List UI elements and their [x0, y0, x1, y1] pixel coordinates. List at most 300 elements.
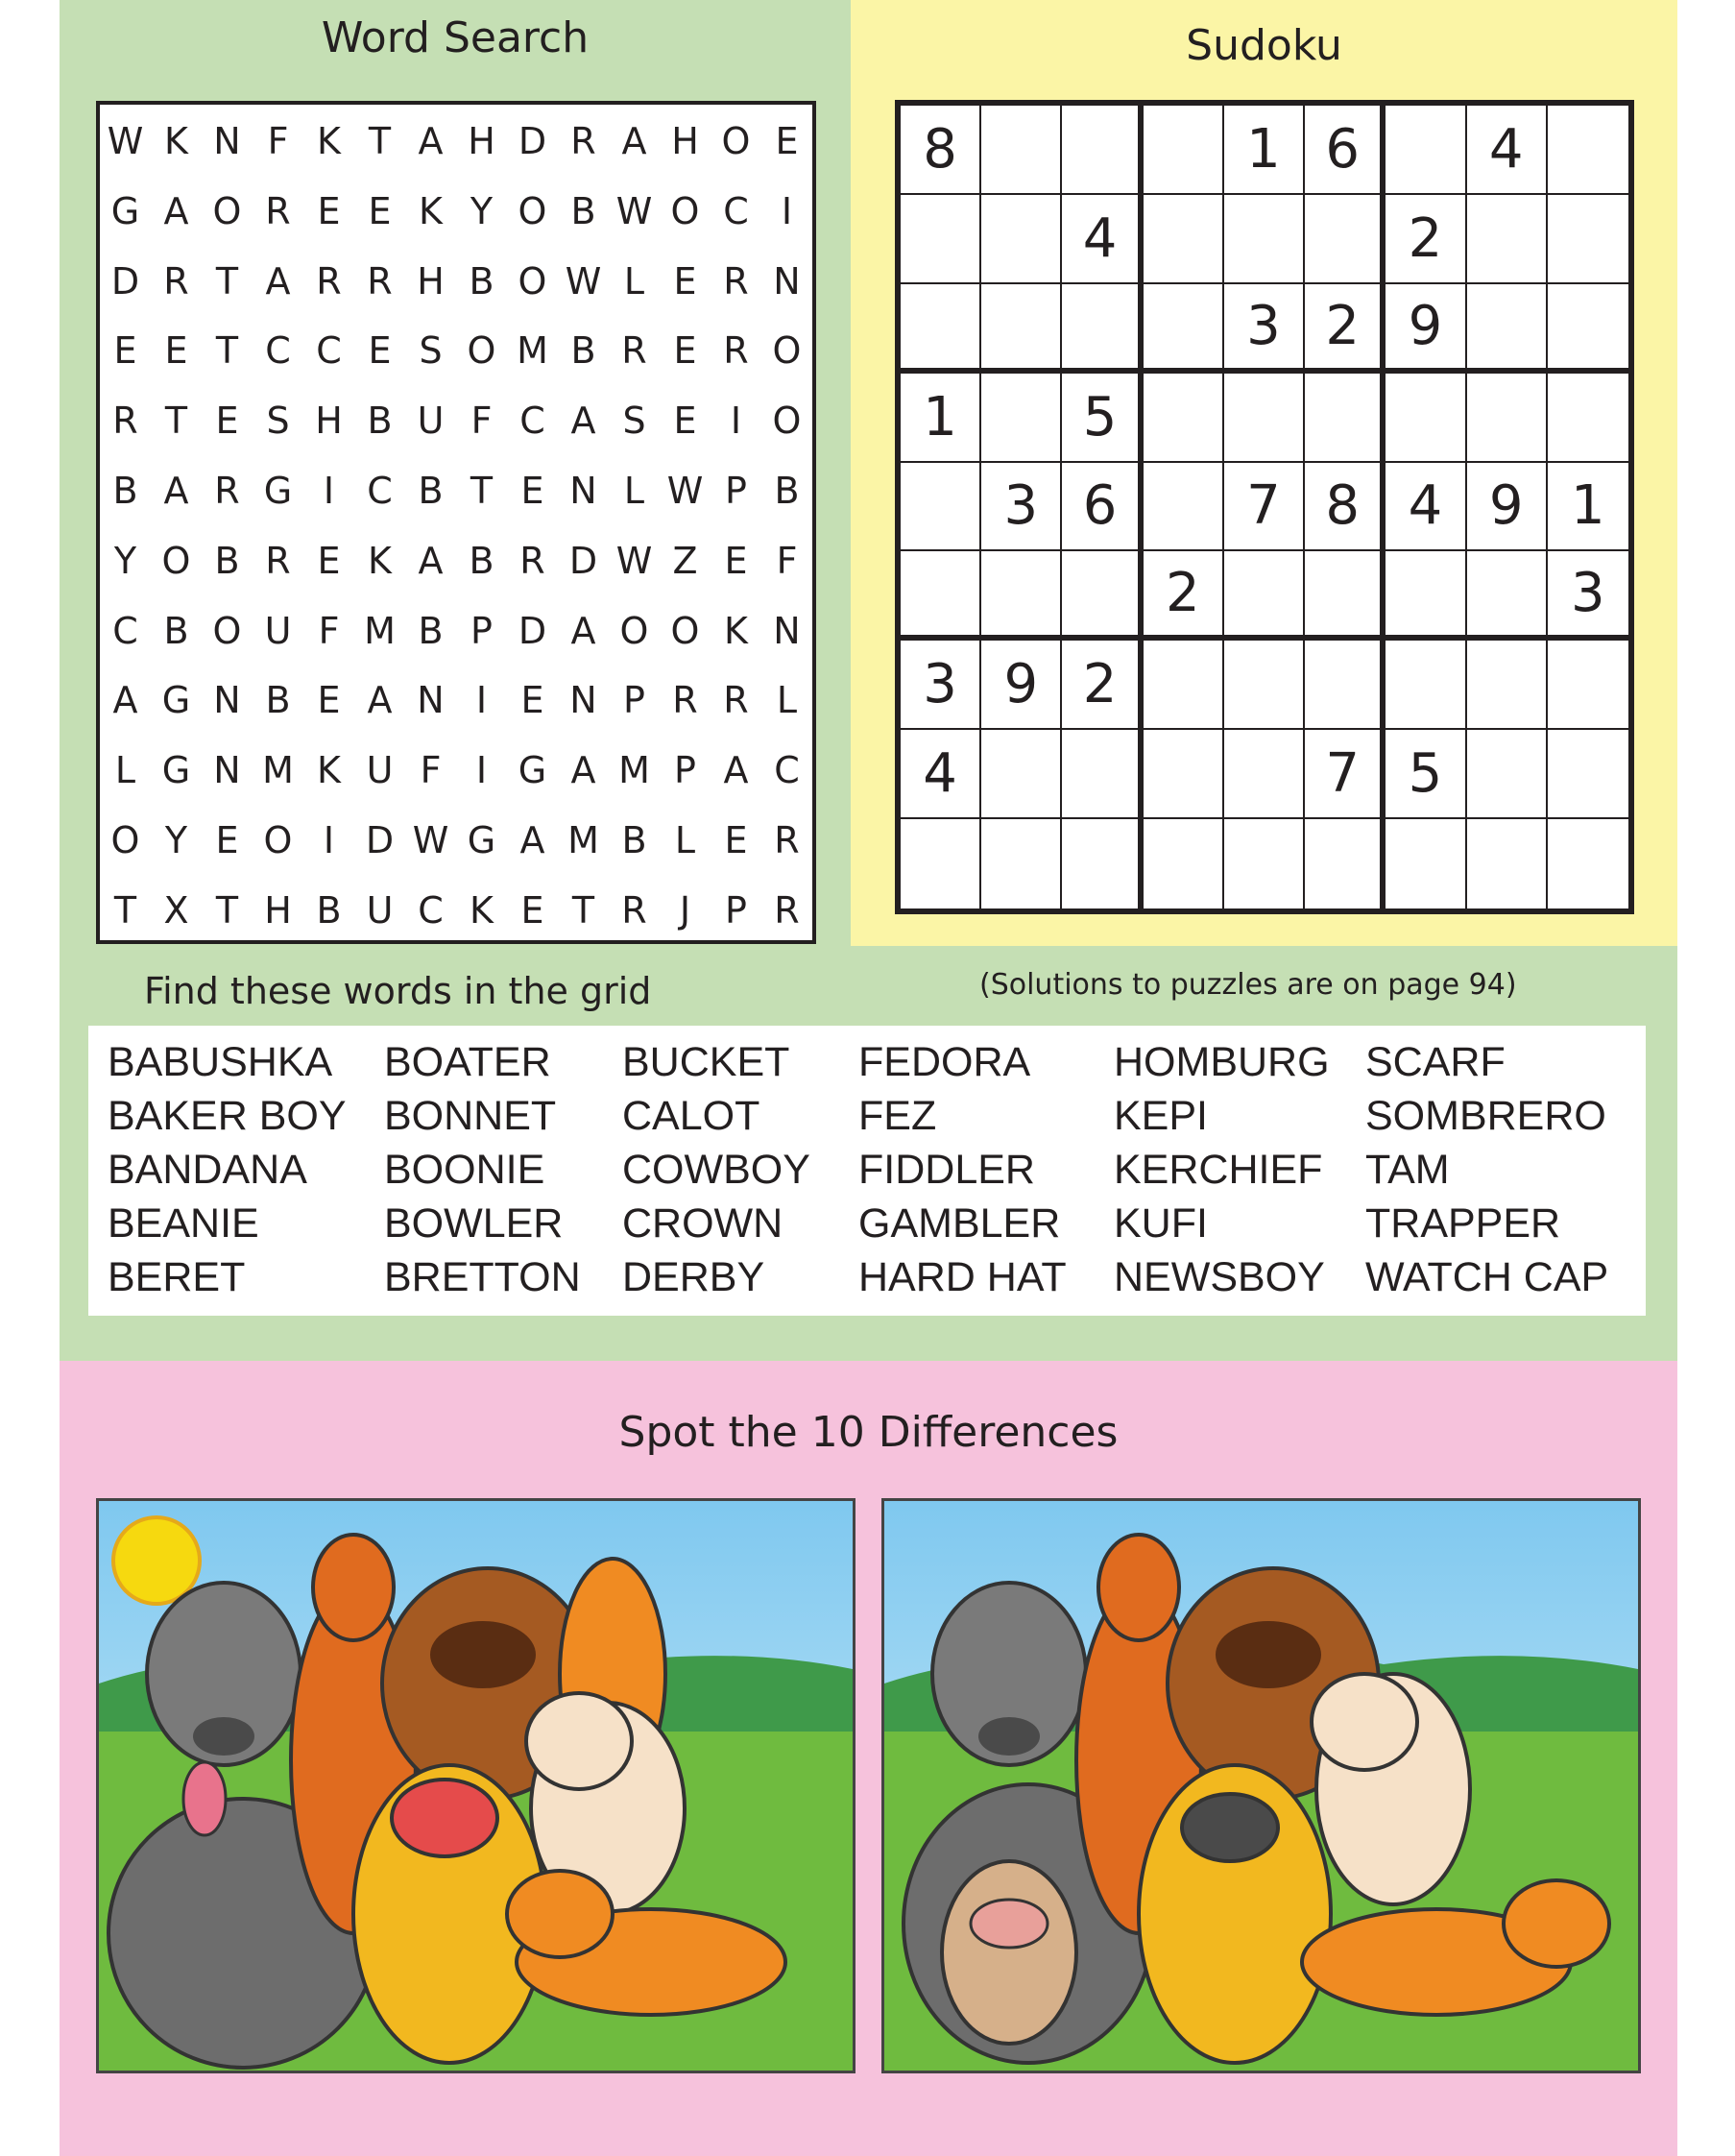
word-search-letter: I	[730, 400, 742, 443]
sudoku-grid	[895, 100, 1634, 914]
word-search-letter: E	[724, 819, 748, 861]
sudoku-cell[interactable]	[1386, 551, 1466, 641]
sudoku-row	[901, 284, 1628, 374]
sudoku-cell[interactable]: 2	[1062, 641, 1143, 730]
word-search-letter: P	[623, 679, 645, 722]
word-search-letter: W	[615, 539, 653, 582]
sudoku-cell[interactable]	[901, 284, 981, 374]
word-search-letter: C	[265, 329, 291, 373]
word-search-letter: A	[570, 749, 596, 792]
word-search-letter: C	[316, 329, 342, 373]
word-search-row	[100, 736, 812, 806]
word-search-letter: A	[418, 120, 444, 162]
word-search-letter: A	[163, 189, 189, 232]
word-search-letter: F	[776, 539, 798, 582]
word-search-letter: E	[724, 539, 748, 582]
word-search-letter: B	[112, 470, 138, 512]
sudoku-row	[901, 106, 1628, 195]
word-search-letter: L	[623, 470, 645, 512]
word-search-letter: B	[163, 609, 189, 652]
word-list-item: GAMBLER	[858, 1200, 1061, 1247]
word-list-item: FEDORA	[858, 1039, 1031, 1085]
sudoku-cell[interactable]: 6	[1062, 463, 1143, 552]
word-search-letter: T	[113, 888, 137, 932]
word-search-letter: E	[368, 329, 392, 373]
word-list-item: KERCHIEF	[1114, 1147, 1323, 1193]
word-list-item: BOATER	[384, 1039, 551, 1085]
word-search-letter: R	[774, 888, 800, 932]
sudoku-cell[interactable]: 1	[901, 374, 981, 463]
word-search-letter: H	[671, 120, 699, 162]
word-search-letter: W	[565, 259, 602, 303]
word-search-letter: O	[518, 259, 547, 303]
word-search-row	[100, 107, 812, 177]
sudoku-cell[interactable]: 3	[1548, 551, 1628, 641]
word-search-letter: G	[467, 819, 496, 861]
sudoku-cell[interactable]	[1386, 374, 1466, 463]
sudoku-cell[interactable]	[981, 195, 1062, 284]
word-list-item: HARD HAT	[858, 1254, 1067, 1300]
word-search-letter: B	[570, 189, 596, 232]
word-search-letter: L	[674, 819, 696, 861]
sudoku-cell[interactable]: 6	[1305, 106, 1386, 195]
word-search-letter: R	[214, 470, 240, 512]
sudoku-cell[interactable]	[1144, 284, 1224, 374]
word-search-letter: B	[214, 539, 240, 582]
word-search-letter: U	[417, 400, 445, 443]
word-list-box	[88, 1026, 1646, 1316]
sudoku-cell[interactable]	[1224, 730, 1305, 819]
word-search-letter: H	[468, 120, 495, 162]
word-search-letter: B	[265, 679, 291, 722]
word-search-row	[100, 386, 812, 456]
word-search-letter: W	[666, 470, 704, 512]
word-search-letter: K	[724, 609, 748, 652]
word-search-letter: O	[670, 609, 700, 652]
word-search-letter: F	[318, 609, 340, 652]
sudoku-cell[interactable]	[1224, 195, 1305, 284]
word-search-letter: E	[215, 819, 239, 861]
sudoku-title: Sudoku	[1186, 21, 1342, 70]
sudoku-cell[interactable]: 2	[1305, 284, 1386, 374]
word-search-letter: R	[723, 259, 749, 303]
sudoku-cell[interactable]	[1467, 374, 1548, 463]
word-list-item: CROWN	[622, 1200, 783, 1247]
sun-icon	[113, 1517, 200, 1604]
sudoku-cell[interactable]	[981, 106, 1062, 195]
sudoku-cell[interactable]: 3	[901, 641, 981, 730]
word-search-letter: N	[213, 120, 241, 162]
word-search-letter: F	[420, 749, 442, 792]
sudoku-cell[interactable]	[901, 551, 981, 641]
word-search-letter: B	[570, 329, 596, 373]
sudoku-cell[interactable]: 7	[1305, 730, 1386, 819]
sudoku-cell[interactable]	[1224, 819, 1305, 908]
sudoku-cell[interactable]	[901, 819, 981, 908]
word-search-row	[100, 806, 812, 876]
sudoku-cell[interactable]	[981, 819, 1062, 908]
word-search-letter: A	[621, 120, 647, 162]
word-search-letter: A	[265, 259, 291, 303]
word-search-row	[100, 596, 812, 666]
word-search-letter: E	[317, 539, 341, 582]
word-search-letter: C	[112, 609, 138, 652]
sudoku-cell[interactable]	[1548, 374, 1628, 463]
word-search-letter: S	[622, 400, 646, 443]
sudoku-cell[interactable]	[1305, 195, 1386, 284]
sudoku-cell[interactable]	[981, 284, 1062, 374]
word-search-letter: E	[520, 888, 544, 932]
word-search-letter: O	[161, 539, 191, 582]
word-search-letter: F	[267, 120, 289, 162]
word-list-item: BEANIE	[108, 1200, 259, 1247]
sudoku-cell[interactable]	[1224, 641, 1305, 730]
word-search-letter: E	[520, 470, 544, 512]
word-search-letter: W	[615, 189, 653, 232]
word-search-letter: E	[317, 679, 341, 722]
word-list-item: NEWSBOY	[1114, 1254, 1325, 1300]
word-list-item: BAKER BOY	[108, 1093, 347, 1139]
word-search-letter: P	[470, 609, 493, 652]
word-search-letter: R	[723, 329, 749, 373]
sudoku-row	[901, 551, 1628, 641]
word-search-letter: T	[215, 329, 239, 373]
word-search-grid	[96, 101, 816, 944]
sudoku-cell[interactable]: 2	[1144, 551, 1224, 641]
sudoku-cell[interactable]	[981, 551, 1062, 641]
word-search-letter: P	[725, 888, 747, 932]
word-search-letter: R	[316, 259, 342, 303]
word-search-letter: O	[212, 609, 242, 652]
word-search-row	[100, 316, 812, 386]
word-search-letter: M	[567, 819, 599, 861]
sudoku-cell[interactable]	[1386, 819, 1466, 908]
solutions-note: (Solutions to puzzles are on page 94)	[979, 968, 1517, 1002]
sudoku-cell[interactable]: 2	[1386, 195, 1466, 284]
word-search-letter: U	[366, 749, 394, 792]
word-search-letter: G	[518, 749, 547, 792]
sudoku-cell[interactable]	[1386, 641, 1466, 730]
word-search-letter: I	[323, 819, 335, 861]
word-search-letter: N	[213, 749, 241, 792]
dogs-picture-left	[96, 1498, 855, 2073]
sudoku-row	[901, 730, 1628, 819]
word-search-letter: C	[519, 400, 545, 443]
word-search-letter: O	[263, 819, 293, 861]
word-search-letter: I	[323, 470, 335, 512]
word-list-item: BOONIE	[384, 1147, 545, 1193]
word-search-letter: E	[164, 329, 188, 373]
sudoku-cell[interactable]: 4	[1062, 195, 1143, 284]
word-search-letter: Z	[672, 539, 698, 582]
word-search-letter: E	[368, 189, 392, 232]
word-list-column	[1114, 1035, 1330, 1304]
word-search-letter: T	[164, 400, 188, 443]
word-list-item: KUFI	[1114, 1200, 1208, 1247]
word-search-letter: I	[781, 189, 793, 232]
word-search-letter: A	[570, 609, 596, 652]
sudoku-cell[interactable]: 5	[1062, 374, 1143, 463]
sudoku-row	[901, 463, 1628, 552]
word-search-letter: H	[315, 400, 343, 443]
sudoku-cell[interactable]: 8	[901, 106, 981, 195]
word-search-letter: E	[520, 679, 544, 722]
sudoku-cell[interactable]	[1305, 819, 1386, 908]
sudoku-cell[interactable]: 5	[1386, 730, 1466, 819]
word-search-letter: M	[364, 609, 396, 652]
sudoku-cell[interactable]	[981, 374, 1062, 463]
word-search-letter: M	[517, 329, 548, 373]
word-search-letter: O	[772, 400, 802, 443]
word-search-letter: B	[316, 888, 342, 932]
word-search-letter: B	[418, 470, 444, 512]
word-search-letter: B	[774, 470, 800, 512]
word-search-letter: N	[569, 679, 597, 722]
word-search-letter: N	[417, 679, 445, 722]
word-search-letter: X	[163, 888, 189, 932]
word-search-letter: U	[264, 609, 292, 652]
sudoku-cell[interactable]: 3	[1224, 284, 1305, 374]
word-list-item: FIDDLER	[858, 1147, 1035, 1193]
sudoku-cell[interactable]	[1548, 284, 1628, 374]
sudoku-cell[interactable]	[1467, 641, 1548, 730]
word-search-letter: K	[317, 749, 341, 792]
word-search-letter: B	[367, 400, 393, 443]
word-search-letter: A	[418, 539, 444, 582]
word-search-letter: R	[112, 400, 138, 443]
sudoku-cell[interactable]: 9	[1386, 284, 1466, 374]
word-list-item: FEZ	[858, 1093, 937, 1139]
word-search-letter: W	[412, 819, 449, 861]
sudoku-cell[interactable]	[1467, 195, 1548, 284]
dogs-picture-right	[881, 1498, 1641, 2073]
word-search-row	[100, 456, 812, 526]
word-list-item: TAM	[1365, 1147, 1450, 1193]
word-list-item: BUCKET	[622, 1039, 790, 1085]
sudoku-cell[interactable]	[1224, 374, 1305, 463]
sudoku-cell[interactable]	[1386, 106, 1466, 195]
word-search-letter: C	[723, 189, 749, 232]
word-search-letter: R	[723, 679, 749, 722]
word-search-row	[100, 177, 812, 247]
word-search-letter: C	[418, 888, 444, 932]
word-list-item: WATCH CAP	[1365, 1254, 1609, 1300]
word-search-letter: J	[679, 888, 691, 932]
word-search-letter: A	[570, 400, 596, 443]
word-search-letter: O	[670, 189, 700, 232]
word-search-letter: B	[469, 259, 494, 303]
word-search-letter: T	[571, 888, 595, 932]
word-list-item: BABUSHKA	[108, 1039, 333, 1085]
sudoku-cell[interactable]	[1467, 551, 1548, 641]
sudoku-cell[interactable]: 1	[1548, 463, 1628, 552]
sudoku-cell[interactable]	[1062, 819, 1143, 908]
sudoku-cell[interactable]	[901, 195, 981, 284]
word-list-item: KEPI	[1114, 1093, 1208, 1139]
sudoku-cell[interactable]: 4	[1386, 463, 1466, 552]
word-list-column	[108, 1035, 347, 1304]
word-search-letter: O	[772, 329, 802, 373]
sudoku-cell[interactable]	[1305, 641, 1386, 730]
word-search-letter: N	[773, 609, 801, 652]
word-search-letter: I	[475, 679, 488, 722]
sudoku-cell[interactable]	[1548, 195, 1628, 284]
word-search-letter: E	[215, 400, 239, 443]
word-search-letter: T	[470, 470, 494, 512]
word-search-letter: G	[161, 749, 191, 792]
word-search-letter: G	[110, 189, 140, 232]
word-search-letter: Y	[164, 819, 188, 861]
word-search-letter: F	[470, 400, 493, 443]
word-list-column	[622, 1035, 810, 1304]
sudoku-cell[interactable]	[981, 730, 1062, 819]
word-search-row	[100, 666, 812, 736]
word-search-letter: B	[469, 539, 494, 582]
sudoku-row	[901, 641, 1628, 730]
word-list-item: SCARF	[1365, 1039, 1506, 1085]
word-search-letter: N	[213, 679, 241, 722]
word-search-letter: R	[519, 539, 545, 582]
sudoku-cell[interactable]: 9	[1467, 463, 1548, 552]
word-search-letter: R	[672, 679, 698, 722]
word-search-letter: P	[674, 749, 696, 792]
word-search-letter: O	[467, 329, 496, 373]
word-search-letter: G	[263, 470, 293, 512]
sudoku-cell[interactable]	[1144, 730, 1224, 819]
word-search-letter: E	[775, 120, 799, 162]
word-search-row	[100, 247, 812, 317]
word-search-letter: W	[107, 120, 144, 162]
word-search-letter: E	[113, 329, 137, 373]
sudoku-cell[interactable]	[1548, 106, 1628, 195]
word-search-row	[100, 526, 812, 596]
word-list-item: BERET	[108, 1254, 246, 1300]
word-search-letter: D	[518, 120, 547, 162]
word-search-letter: H	[264, 888, 292, 932]
word-search-letter: S	[419, 329, 443, 373]
word-list-item: BRETTON	[384, 1254, 581, 1300]
sudoku-cell[interactable]: 4	[1467, 106, 1548, 195]
sudoku-row	[901, 374, 1628, 463]
sudoku-cell[interactable]	[1144, 195, 1224, 284]
word-search-letter: K	[317, 120, 341, 162]
word-search-letter: R	[265, 189, 291, 232]
word-list-item: COWBOY	[622, 1147, 810, 1193]
sudoku-cell[interactable]	[1548, 641, 1628, 730]
word-search-letter: B	[621, 819, 647, 861]
sudoku-cell[interactable]: 9	[981, 641, 1062, 730]
sudoku-cell[interactable]	[1548, 730, 1628, 819]
word-list-item: DERBY	[622, 1254, 765, 1300]
word-search-letter: U	[366, 888, 394, 932]
word-search-letter: I	[475, 749, 488, 792]
word-search-letter: T	[215, 888, 239, 932]
sudoku-cell[interactable]	[1062, 106, 1143, 195]
sudoku-cell[interactable]	[1224, 551, 1305, 641]
sudoku-row	[901, 819, 1628, 908]
word-list-column	[858, 1035, 1067, 1304]
sudoku-cell[interactable]	[1144, 463, 1224, 552]
sudoku-cell[interactable]	[1144, 641, 1224, 730]
word-list-column	[384, 1035, 581, 1304]
word-search-letter: O	[619, 609, 649, 652]
word-search-letter: L	[776, 679, 798, 722]
sudoku-cell[interactable]	[1305, 374, 1386, 463]
word-search-letter: A	[112, 679, 138, 722]
word-search-letter: R	[570, 120, 596, 162]
word-search-letter: M	[262, 749, 294, 792]
word-search-letter: K	[419, 189, 443, 232]
word-list-item: BOWLER	[384, 1200, 564, 1247]
word-search-letter: K	[368, 539, 392, 582]
sudoku-cell[interactable]	[1144, 374, 1224, 463]
word-search-letter: T	[215, 259, 239, 303]
sudoku-cell[interactable]: 1	[1224, 106, 1305, 195]
sudoku-cell[interactable]	[1062, 730, 1143, 819]
word-search-letter: P	[725, 470, 747, 512]
word-search-letter: N	[569, 470, 597, 512]
sudoku-cell[interactable]: 8	[1305, 463, 1386, 552]
word-list-item: CALOT	[622, 1093, 760, 1139]
word-search-letter: E	[673, 329, 697, 373]
word-search-letter: O	[721, 120, 751, 162]
word-list-item: BANDANA	[108, 1147, 307, 1193]
word-list-title: Find these words in the grid	[144, 970, 652, 1012]
word-search-letter: H	[417, 259, 445, 303]
sudoku-cell[interactable]	[901, 463, 981, 552]
word-list-item: BONNET	[384, 1093, 557, 1139]
word-search-letter: S	[266, 400, 290, 443]
word-list-item: TRAPPER	[1365, 1200, 1561, 1247]
word-search-letter: D	[365, 819, 395, 861]
word-search-letter: Y	[113, 539, 137, 582]
word-search-letter: A	[367, 679, 393, 722]
sudoku-cell[interactable]	[1144, 819, 1224, 908]
word-search-letter: R	[163, 259, 189, 303]
word-search-letter: R	[774, 819, 800, 861]
sudoku-cell[interactable]: 7	[1224, 463, 1305, 552]
word-search-row	[100, 876, 812, 946]
sudoku-cell[interactable]	[1062, 551, 1143, 641]
sudoku-cell[interactable]	[1467, 730, 1548, 819]
sudoku-cell[interactable]	[1305, 551, 1386, 641]
sudoku-cell[interactable]	[1548, 819, 1628, 908]
sudoku-cell[interactable]	[1467, 284, 1548, 374]
sudoku-cell[interactable]	[1467, 819, 1548, 908]
sudoku-cell[interactable]	[1144, 106, 1224, 195]
word-search-letter: D	[568, 539, 598, 582]
sudoku-cell[interactable]: 4	[901, 730, 981, 819]
word-search-letter: O	[518, 189, 547, 232]
word-search-letter: T	[368, 120, 392, 162]
word-search-letter: B	[418, 609, 444, 652]
word-search-letter: K	[164, 120, 188, 162]
word-search-letter: O	[212, 189, 242, 232]
word-search-letter: M	[618, 749, 650, 792]
word-list-item: SOMBRERO	[1365, 1093, 1606, 1139]
word-list-column	[1365, 1035, 1608, 1304]
word-search-letter: D	[110, 259, 140, 303]
word-list-item: HOMBURG	[1114, 1039, 1330, 1085]
word-search-letter: L	[114, 749, 136, 792]
word-search-letter: R	[265, 539, 291, 582]
word-search-letter: R	[367, 259, 393, 303]
sudoku-cell[interactable]	[1062, 284, 1143, 374]
word-search-letter: L	[623, 259, 645, 303]
word-search-letter: C	[774, 749, 800, 792]
sudoku-row	[901, 195, 1628, 284]
sudoku-cell[interactable]: 3	[981, 463, 1062, 552]
